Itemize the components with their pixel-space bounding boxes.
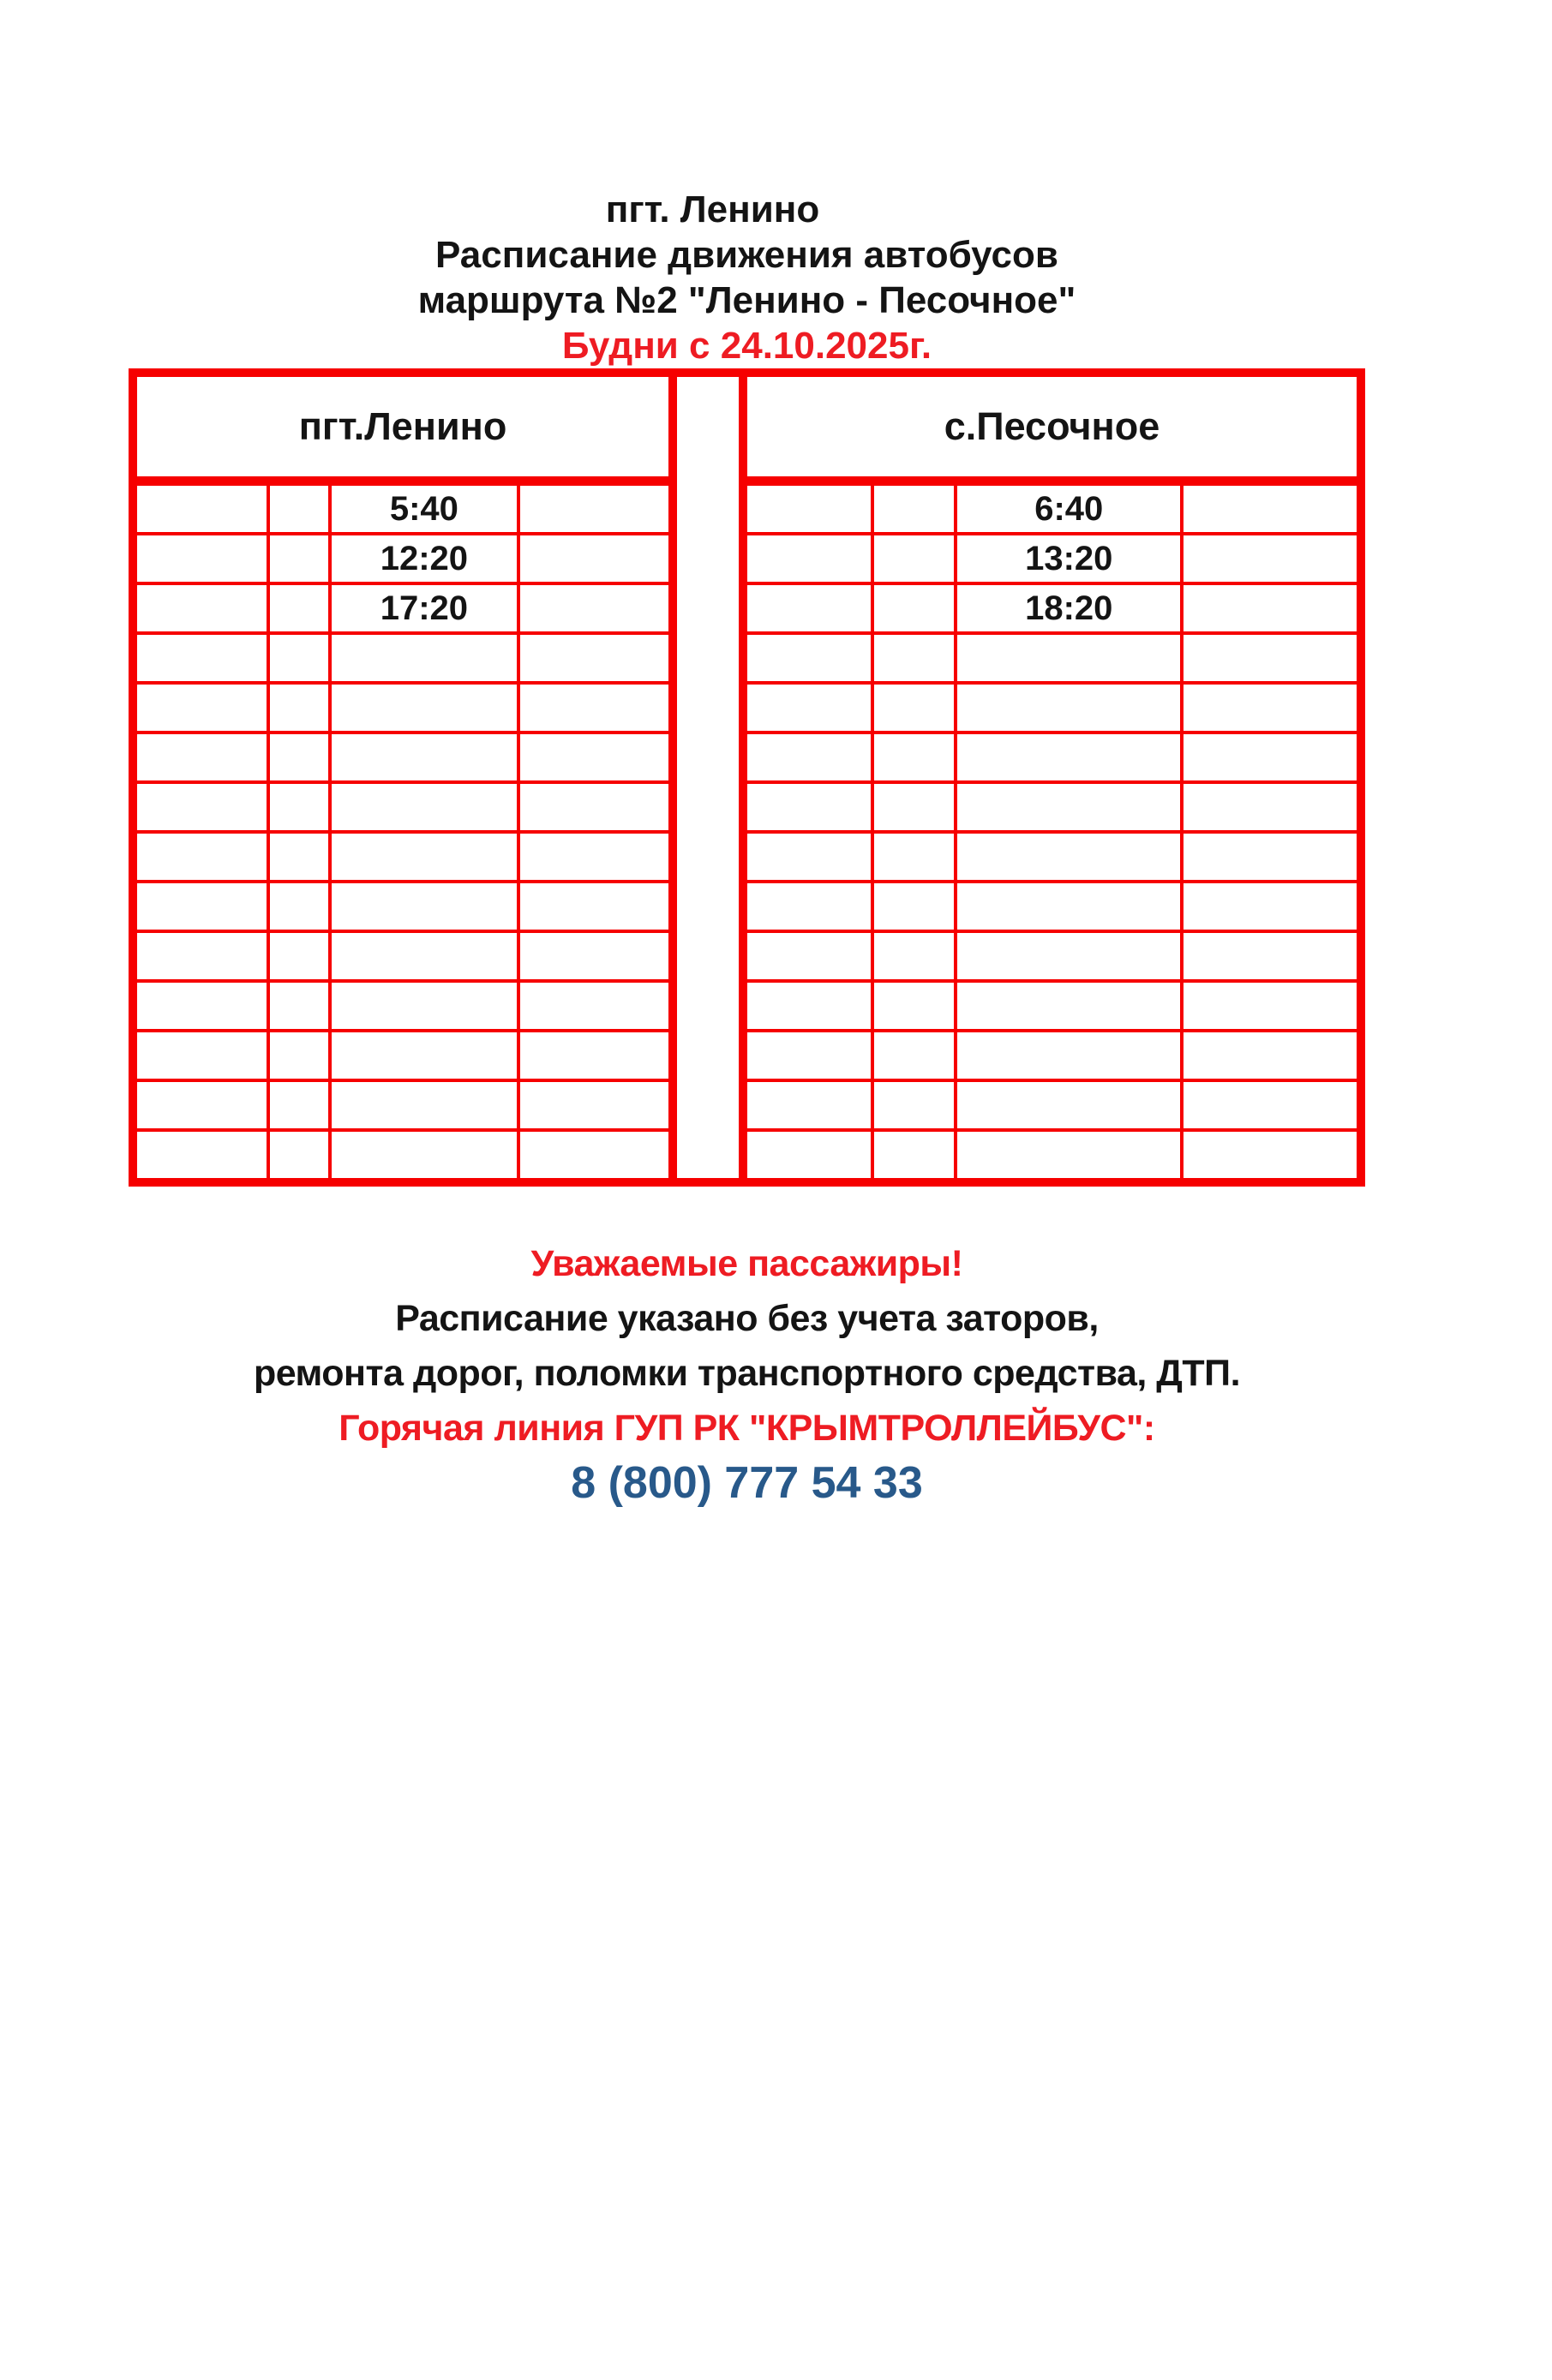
schedule-cell — [268, 1080, 330, 1130]
schedule-cell — [1182, 683, 1361, 733]
table-row — [133, 583, 673, 633]
schedule-cell — [956, 981, 1182, 1031]
schedule-cell — [330, 882, 519, 931]
schedule-cell — [330, 683, 519, 733]
schedule-cell — [956, 733, 1182, 782]
schedule-cell — [518, 782, 673, 832]
schedule-cell — [743, 981, 872, 1031]
table-row — [133, 782, 673, 832]
table-row — [743, 832, 1361, 882]
schedule-cell — [268, 633, 330, 683]
schedule-cell — [133, 832, 268, 882]
table-row — [743, 733, 1361, 782]
schedule-cell — [330, 1080, 519, 1130]
table-row — [743, 882, 1361, 931]
schedule-cell — [1182, 981, 1361, 1031]
schedule-cell — [872, 782, 956, 832]
schedule-cell — [268, 981, 330, 1031]
schedule-cell — [956, 1130, 1182, 1178]
schedule-cell — [872, 931, 956, 981]
table-row — [743, 981, 1361, 1031]
schedule-cell — [518, 1080, 673, 1130]
notice-text-line: Расписание указано без учета заторов, — [395, 1298, 1099, 1339]
schedule-cell — [872, 882, 956, 931]
schedule-cell — [133, 633, 268, 683]
departure-time: 17:20 — [330, 583, 519, 633]
table-row — [133, 832, 673, 882]
schedule-cell — [1182, 931, 1361, 981]
schedule-cell — [872, 583, 956, 633]
schedule-cell — [133, 782, 268, 832]
departure-time: 18:20 — [956, 583, 1182, 633]
schedule-cell — [1182, 1080, 1361, 1130]
departure-time: 12:20 — [330, 534, 519, 583]
schedule-cell — [518, 1031, 673, 1080]
schedule-cell — [268, 931, 330, 981]
schedule-cell — [133, 733, 268, 782]
schedule-cell — [268, 1130, 330, 1178]
schedule-cell — [268, 683, 330, 733]
table-row — [133, 1130, 673, 1178]
schedule-cell — [518, 583, 673, 633]
schedule-cell — [133, 683, 268, 733]
schedule-cell — [133, 882, 268, 931]
schedule-cell — [518, 832, 673, 882]
schedule-cell — [330, 782, 519, 832]
schedule-cell — [133, 1130, 268, 1178]
schedule-cell — [268, 481, 330, 535]
schedule-cell — [743, 931, 872, 981]
table-row — [133, 534, 673, 583]
schedule-cell — [268, 832, 330, 882]
schedule-cell — [133, 981, 268, 1031]
schedule-table-lenino — [129, 377, 677, 1178]
schedule-cell — [872, 981, 956, 1031]
schedule-cell — [743, 1080, 872, 1130]
schedule-cell — [956, 882, 1182, 931]
table-row — [743, 534, 1361, 583]
departure-time: 5:40 — [330, 481, 519, 535]
schedule-table-pesochnoe — [739, 377, 1365, 1178]
schedule-cell — [330, 733, 519, 782]
table-row — [133, 882, 673, 931]
schedule-cell — [956, 683, 1182, 733]
schedule-cell — [268, 583, 330, 633]
schedule-cell — [743, 583, 872, 633]
notice-text-line: ремонта дорог, поломки транспортного средства, ДТП. — [253, 1353, 1241, 1394]
departure-time: 13:20 — [956, 534, 1182, 583]
schedule-cell — [518, 481, 673, 535]
table-row — [743, 583, 1361, 633]
schedule-cell — [133, 1080, 268, 1130]
schedule-cell — [1182, 481, 1361, 535]
schedule-cell — [1182, 1031, 1361, 1080]
schedule-cell — [518, 882, 673, 931]
passenger-notice — [129, 1236, 1365, 1510]
schedule-cell — [956, 1031, 1182, 1080]
table-row — [133, 633, 673, 683]
schedule-cell — [1182, 832, 1361, 882]
schedule-cell — [268, 782, 330, 832]
schedule-cell — [133, 1031, 268, 1080]
route-title: маршрута №2 "Ленино - Песочное" — [417, 279, 1076, 321]
schedule-cell — [330, 981, 519, 1031]
schedule-cell — [268, 733, 330, 782]
schedule-cell — [1182, 633, 1361, 683]
table-row — [743, 931, 1361, 981]
schedule-cell — [330, 832, 519, 882]
table-row — [133, 981, 673, 1031]
title-block — [129, 187, 1365, 368]
schedule-cell — [743, 481, 872, 535]
schedule-cell — [872, 1080, 956, 1130]
schedule-cell — [1182, 882, 1361, 931]
schedule-title: Расписание движения автобусов — [435, 234, 1058, 276]
schedule-cell — [1182, 733, 1361, 782]
table-row — [133, 1080, 673, 1130]
schedule-cell — [956, 782, 1182, 832]
schedule-cell — [330, 1130, 519, 1178]
table-row — [743, 1080, 1361, 1130]
schedule-cell — [872, 1130, 956, 1178]
schedule-cell — [872, 733, 956, 782]
schedule-cell — [743, 782, 872, 832]
schedule-cell — [268, 882, 330, 931]
schedule-cell — [743, 733, 872, 782]
schedule-cell — [743, 683, 872, 733]
schedule-cell — [330, 633, 519, 683]
hotline-phone-number: 8 (800) 777 54 33 — [571, 1458, 923, 1508]
schedule-cell — [518, 683, 673, 733]
schedule-cell — [133, 481, 268, 535]
schedule-cell — [1182, 782, 1361, 832]
hotline-label: Горячая линия ГУП РК "КРЫМТРОЛЛЕЙБУС": — [339, 1408, 1155, 1449]
schedule-cell — [956, 1080, 1182, 1130]
table-header-pesochnoe: с.Песочное — [743, 377, 1361, 481]
table-row — [133, 481, 673, 535]
schedule-cell — [330, 931, 519, 981]
table-row — [743, 481, 1361, 535]
schedule-cell — [956, 832, 1182, 882]
document-page — [129, 187, 1365, 1510]
schedule-cell — [518, 931, 673, 981]
schedule-cell — [133, 931, 268, 981]
schedule-cell — [872, 832, 956, 882]
schedule-cell — [743, 1130, 872, 1178]
schedule-cell — [518, 633, 673, 683]
schedule-cell — [956, 633, 1182, 683]
table-row — [743, 782, 1361, 832]
table-row — [133, 733, 673, 782]
schedule-cell — [518, 1130, 673, 1178]
table-row — [743, 633, 1361, 683]
table-header-lenino: пгт.Ленино — [133, 377, 673, 481]
table-row — [743, 1031, 1361, 1080]
validity-date-line: Будни с 24.10.2025г. — [561, 325, 932, 367]
departure-time: 6:40 — [956, 481, 1182, 535]
table-row — [743, 1130, 1361, 1178]
schedule-cell — [1182, 1130, 1361, 1178]
schedule-cell — [330, 1031, 519, 1080]
settlement-title: пгт. Ленино — [605, 188, 820, 230]
schedule-cell — [1182, 583, 1361, 633]
schedule-cell — [743, 882, 872, 931]
schedule-cell — [872, 481, 956, 535]
schedule-cell — [133, 534, 268, 583]
schedule-cell — [956, 931, 1182, 981]
schedule-tables-container — [129, 368, 1365, 1187]
schedule-cell — [518, 733, 673, 782]
schedule-cell — [133, 583, 268, 633]
table-row — [133, 683, 673, 733]
schedule-cell — [743, 1031, 872, 1080]
schedule-cell — [872, 683, 956, 733]
schedule-cell — [872, 1031, 956, 1080]
schedule-cell — [1182, 534, 1361, 583]
schedule-cell — [268, 1031, 330, 1080]
schedule-cell — [743, 534, 872, 583]
schedule-cell — [518, 981, 673, 1031]
schedule-cell — [268, 534, 330, 583]
schedule-cell — [743, 633, 872, 683]
schedule-cell — [872, 534, 956, 583]
table-row — [743, 683, 1361, 733]
notice-heading: Уважаемые пассажиры! — [530, 1243, 963, 1284]
schedule-cell — [518, 534, 673, 583]
schedule-cell — [743, 832, 872, 882]
table-row — [133, 931, 673, 981]
table-row — [133, 1031, 673, 1080]
schedule-cell — [872, 633, 956, 683]
